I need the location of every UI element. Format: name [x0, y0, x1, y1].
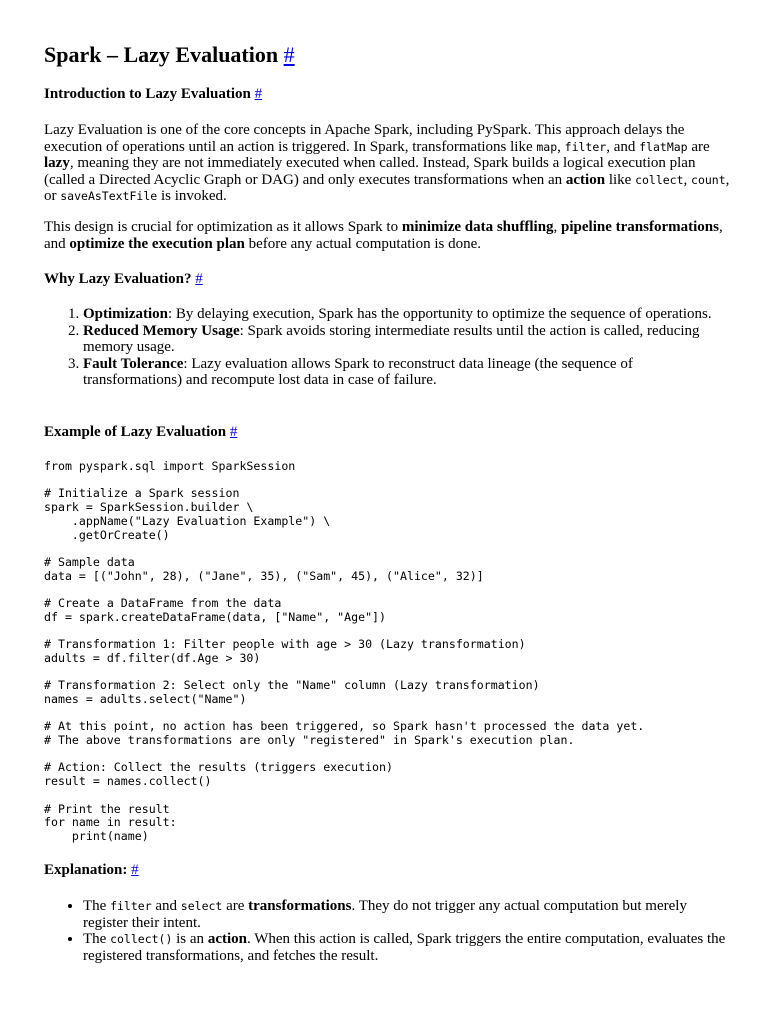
- example-anchor-link[interactable]: #: [229, 424, 238, 440]
- code-select: select: [180, 899, 223, 913]
- introduction-anchor-link[interactable]: #: [254, 86, 263, 102]
- text-run: The: [83, 931, 111, 947]
- text-run: is an: [172, 931, 208, 947]
- text-run: ,: [683, 171, 692, 188]
- text-run: are: [222, 898, 249, 914]
- list-item-text: : By delaying execution, Spark has the opportunity to optimize the sequence of operations.: [168, 306, 712, 322]
- text-run: Lazy Evaluation is one of the core concepts in Apache Spark, including PySpark. This approach delays the execution of operations until an action is triggered. In Spark, transformations like: [44, 122, 685, 155]
- list-item-bold: Reduced Memory Usage: [83, 322, 240, 339]
- text-run: This design is crucial for optimization as it allows Spark to: [44, 219, 402, 235]
- code-collect: collect(): [110, 932, 173, 946]
- text-run: , or: [44, 171, 730, 204]
- code-map: map: [536, 139, 558, 154]
- why-list: [44, 306, 734, 389]
- bold-action: action: [565, 171, 606, 188]
- bold-minimize-shuffling: minimize data shuffling: [401, 219, 554, 235]
- text-run: and: [151, 898, 181, 914]
- title-anchor-link[interactable]: #: [283, 42, 295, 67]
- text-run: ,: [557, 138, 565, 155]
- list-item-text: : Lazy evaluation allows Spark to reconstruct data lineage (the sequence of transformations) and recompute lost data in case of failure.: [83, 355, 633, 388]
- text-run: is invoked.: [157, 188, 227, 204]
- heading-explanation-text: Explanation:: [44, 862, 128, 878]
- intro-paragraph-2: [44, 219, 734, 252]
- list-item: [83, 306, 734, 323]
- text-run: like: [605, 171, 636, 188]
- heading-introduction: [44, 86, 262, 103]
- code-filter: filter: [564, 139, 607, 154]
- code-flatmap: flatMap: [639, 139, 688, 154]
- code-saveastextfile: saveAsTextFile: [60, 189, 158, 203]
- explanation-list: [44, 898, 734, 964]
- list-item: [83, 898, 734, 931]
- text-run: are: [687, 138, 710, 155]
- page-title-text: Spark – Lazy Evaluation: [44, 42, 279, 67]
- list-item: [83, 356, 734, 389]
- list-item-text: : Spark avoids storing intermediate results until the action is called, reducing memory usage.: [83, 322, 700, 355]
- code-count: count: [691, 172, 726, 187]
- page-title: [44, 42, 295, 68]
- heading-example-text: Example of Lazy Evaluation: [44, 424, 227, 440]
- heading-introduction-text: Introduction to Lazy Evaluation: [44, 86, 251, 102]
- bold-transformations: transformations: [248, 898, 352, 914]
- text-run: . They do not trigger any actual computation but merely register their intent.: [83, 898, 687, 931]
- bold-optimize-plan: optimize the execution plan: [69, 235, 245, 252]
- heading-why-text: Why Lazy Evaluation?: [44, 271, 192, 287]
- code-filter: filter: [110, 899, 152, 913]
- explanation-anchor-link[interactable]: #: [131, 862, 139, 878]
- list-item-bold: Fault Tolerance: [83, 355, 184, 372]
- list-item-bold: Optimization: [83, 306, 168, 322]
- code-block: from pyspark.sql import SparkSession # Initialize a Spark session spark = SparkSession.builder \ .appName("Lazy Evaluation Example") \ .getOrCreate() # Sample data data = [("John", 28), ("Jane", 35), ("Sam", 45), ("Alice", 32)] # Create a DataFrame from the data df = spark.createDataFrame(data, ["Name", "Age"]) # Transformation 1: Filter people with age > 30 (Lazy transformation) adults = df.filter(df.Age > 30) # Transformation 2: Select only the "Name" column (Lazy transformation) names = adults.select("Name") # At this point, no action has been triggered, so Spark hasn't processed the data yet. # The above transformations are only "registered" in Spark's execution plan. # Action: Collect the results (triggers execution) result = names.collect() # Print the result for name in result: print(name): [44, 459, 645, 843]
- text-run: The: [83, 898, 111, 914]
- text-run: ,: [553, 219, 562, 235]
- bold-pipeline-transformations: pipeline transformations: [561, 219, 719, 235]
- heading-why: [44, 271, 203, 288]
- why-anchor-link[interactable]: #: [195, 271, 203, 287]
- heading-example: [44, 424, 237, 441]
- text-run: before any actual computation is done.: [244, 235, 481, 252]
- text-run: , and: [606, 138, 640, 155]
- text-run: , meaning they are not immediately executed when called. Instead, Spark builds a logical execution plan (called a Directed Acyclic Graph or DAG) and only executes transformations when an: [44, 155, 696, 188]
- list-item: [83, 323, 734, 356]
- bold-lazy: lazy: [44, 155, 70, 171]
- intro-paragraph-1: [44, 122, 734, 205]
- text-run: . When this action is called, Spark triggers the entire computation, evaluates the registered transformations, and fetches the result.: [83, 931, 726, 964]
- bold-action: action: [207, 931, 247, 947]
- code-collect: collect: [635, 172, 684, 187]
- list-item: [83, 931, 734, 964]
- text-run: , and: [44, 219, 723, 252]
- heading-explanation: [44, 862, 139, 879]
